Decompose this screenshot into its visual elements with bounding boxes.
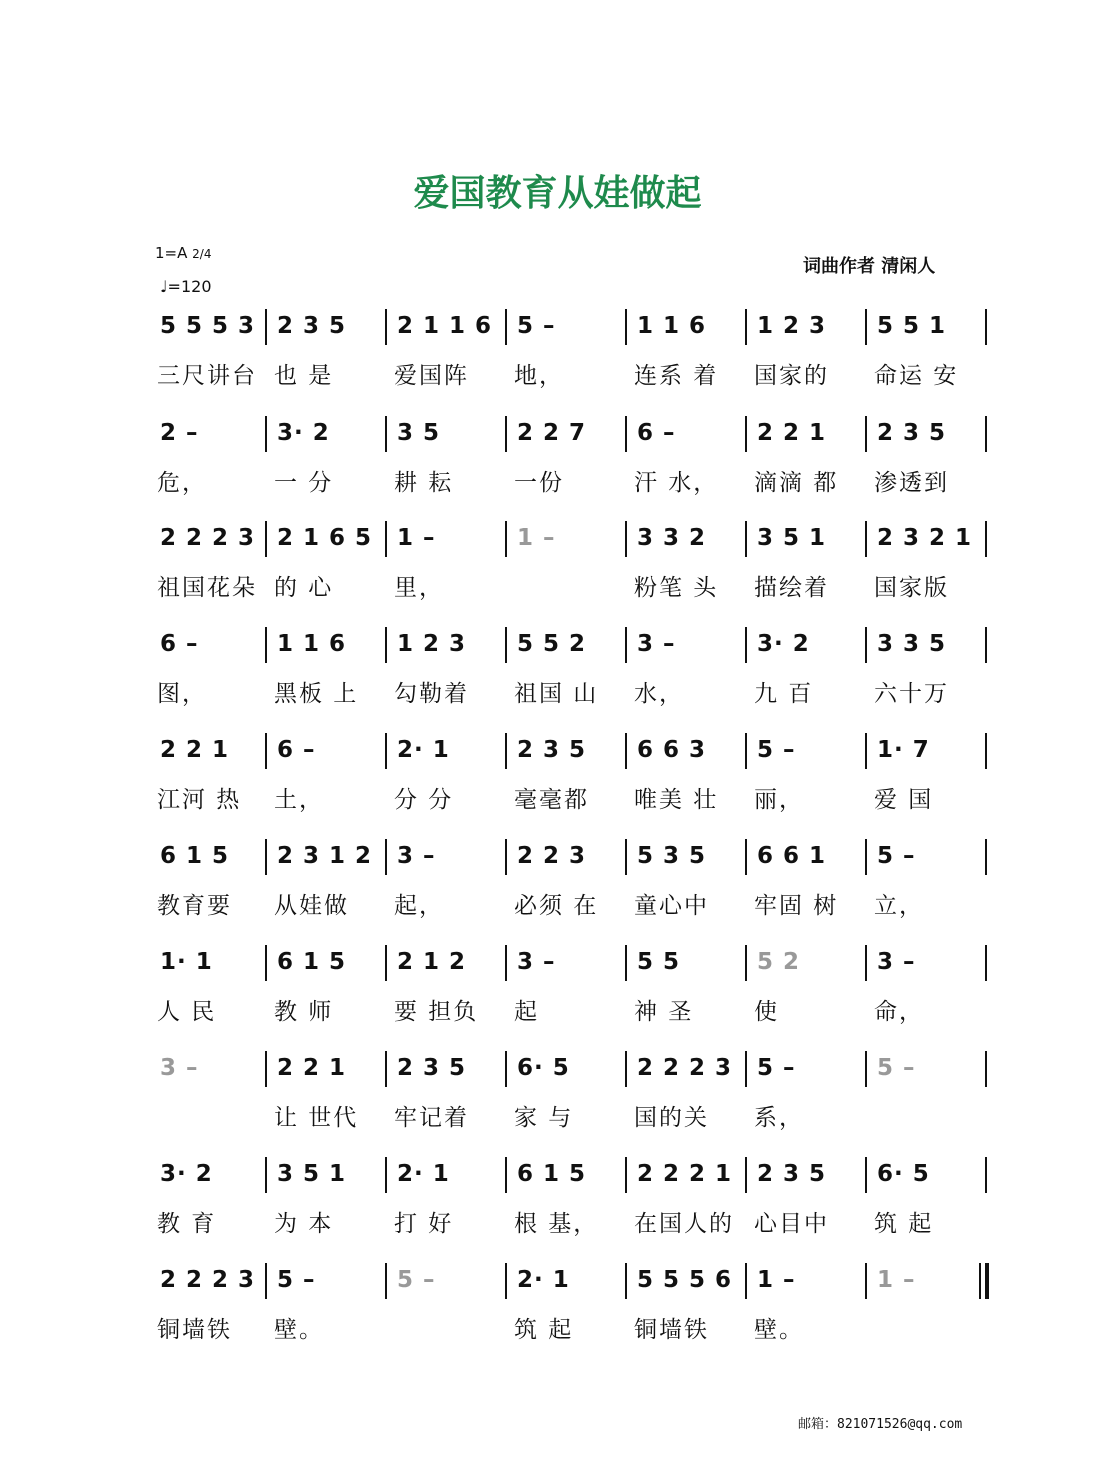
- measure-notes: 2 2 1: [277, 1055, 347, 1081]
- barline: [385, 839, 387, 875]
- barline: [265, 733, 267, 769]
- measure-notes: 3 3 5: [877, 631, 947, 657]
- measure-notes: 1 –: [757, 1267, 796, 1293]
- lyric-text: 教 师: [274, 999, 334, 1025]
- lyric-text: 壁。: [274, 1317, 324, 1343]
- lyric-text: 在国人的: [634, 1211, 734, 1237]
- barline: [625, 839, 627, 875]
- measure-notes: 1 –: [397, 525, 436, 551]
- barline: [505, 1051, 507, 1087]
- lyric-text: 分 分: [394, 787, 454, 813]
- lyric-text: 国家的: [754, 363, 829, 389]
- barline: [385, 416, 387, 452]
- lyric-text: 丽，: [754, 787, 804, 813]
- measure-notes: 6· 5: [877, 1161, 930, 1187]
- lyric-text: 黑板 上: [274, 681, 359, 707]
- barline: [865, 416, 867, 452]
- lyric-text: 汗 水，: [634, 470, 719, 496]
- barline: [625, 945, 627, 981]
- measure-notes: 2 1 6 5: [277, 525, 373, 551]
- notation-row: [155, 1055, 990, 1101]
- measure-notes: 2 3 1 2: [277, 843, 373, 869]
- measure-notes: 6 6 3: [637, 737, 707, 763]
- lyric-text: 家 与: [514, 1105, 574, 1131]
- barline: [265, 309, 267, 345]
- measure-notes: 5 –: [277, 1267, 316, 1293]
- barline: [745, 521, 747, 557]
- barline: [505, 627, 507, 663]
- notation-row: [155, 1267, 990, 1313]
- measure-notes: 3 –: [160, 1055, 199, 1081]
- measure-notes: 1 1 6: [277, 631, 347, 657]
- measure-notes: 2 2 3: [517, 843, 587, 869]
- barline: [745, 627, 747, 663]
- lyric-text: 江河 热: [157, 787, 242, 813]
- measure-notes: 1· 1: [160, 949, 213, 975]
- barline: [745, 416, 747, 452]
- barline: [385, 1051, 387, 1087]
- barline: [265, 839, 267, 875]
- lyric-text: 童心中: [634, 893, 709, 919]
- barline: [865, 1157, 867, 1193]
- barline: [265, 1051, 267, 1087]
- measure-notes: 2· 1: [517, 1267, 570, 1293]
- barline: [985, 627, 987, 663]
- measure-notes: 2 2 2 3: [160, 1267, 256, 1293]
- lyric-text: 一 分: [274, 470, 334, 496]
- barline: [985, 309, 987, 345]
- barline: [625, 1157, 627, 1193]
- measure-notes: 1 –: [517, 525, 556, 551]
- notation-row: [155, 631, 990, 677]
- measure-notes: 6 1 5: [160, 843, 230, 869]
- measure-notes: 5 5: [637, 949, 681, 975]
- measure-notes: 2 1 1 6: [397, 313, 493, 339]
- barline: [385, 1157, 387, 1193]
- measure-notes: 3 –: [877, 949, 916, 975]
- barline: [505, 733, 507, 769]
- measure-notes: 3· 2: [160, 1161, 213, 1187]
- barline: [865, 1263, 867, 1299]
- barline: [865, 945, 867, 981]
- barline: [265, 416, 267, 452]
- barline: [625, 521, 627, 557]
- measure-notes: 2· 1: [397, 737, 450, 763]
- barline: [865, 627, 867, 663]
- barline: [745, 1051, 747, 1087]
- lyric-text: 要 担负: [394, 999, 479, 1025]
- barline: [625, 627, 627, 663]
- measure-notes: 5 –: [517, 313, 556, 339]
- lyric-text: 六十万: [874, 681, 949, 707]
- lyric-text: 三尺讲台: [157, 363, 257, 389]
- lyric-text: 铜墙铁: [634, 1317, 709, 1343]
- measure-notes: 6 –: [277, 737, 316, 763]
- notation-row: [155, 949, 990, 995]
- barline: [505, 839, 507, 875]
- lyric-text: 里，: [394, 575, 444, 601]
- measure-notes: 5 5 1: [877, 313, 947, 339]
- lyrics-row: [155, 569, 990, 609]
- measure-notes: 3 –: [517, 949, 556, 975]
- lyric-text: 起，: [394, 893, 444, 919]
- final-barline: [985, 1263, 989, 1299]
- barline: [985, 839, 987, 875]
- barline: [865, 733, 867, 769]
- measure-notes: 6 1 5: [517, 1161, 587, 1187]
- measure-notes: 2· 1: [397, 1161, 450, 1187]
- lyric-text: 地，: [514, 363, 564, 389]
- measure-notes: 2 –: [160, 420, 199, 446]
- measure-notes: 2 3 2 1: [877, 525, 973, 551]
- measure-notes: 1 1 6: [637, 313, 707, 339]
- lyric-text: 爱国阵: [394, 363, 469, 389]
- lyric-text: 祖国 山: [514, 681, 599, 707]
- lyric-text: 命运 安: [874, 363, 959, 389]
- barline: [385, 733, 387, 769]
- measure-notes: 3 5 1: [757, 525, 827, 551]
- lyric-text: 牢记着: [394, 1105, 469, 1131]
- lyric-text: 的 心: [274, 575, 334, 601]
- measure-notes: 2 3 5: [517, 737, 587, 763]
- lyrics-row: [155, 993, 990, 1033]
- measure-notes: 2 3 5: [757, 1161, 827, 1187]
- measure-notes: 3· 2: [277, 420, 330, 446]
- barline: [385, 945, 387, 981]
- measure-notes: 5 –: [757, 737, 796, 763]
- measure-notes: 2 2 7: [517, 420, 587, 446]
- measure-notes: 1 2 3: [397, 631, 467, 657]
- measure-notes: 5 –: [757, 1055, 796, 1081]
- lyric-text: 为 本: [274, 1211, 334, 1237]
- measure-notes: 2 3 5: [877, 420, 947, 446]
- measure-notes: 6 6 1: [757, 843, 827, 869]
- measure-notes: 3 –: [637, 631, 676, 657]
- final-barline-thin: [979, 1263, 981, 1299]
- barline: [745, 1157, 747, 1193]
- lyrics-row: [155, 1205, 990, 1245]
- notation-row: [155, 420, 990, 466]
- barline: [985, 416, 987, 452]
- measure-notes: 3· 2: [757, 631, 810, 657]
- barline: [265, 627, 267, 663]
- lyric-text: 起: [514, 999, 539, 1025]
- notation-row: [155, 737, 990, 783]
- tempo-marking: ♩=120: [160, 277, 212, 296]
- barline: [985, 733, 987, 769]
- barline: [625, 416, 627, 452]
- barline: [745, 733, 747, 769]
- notation-row: [155, 1161, 990, 1207]
- lyric-text: 连系 着: [634, 363, 719, 389]
- barline: [985, 521, 987, 557]
- lyric-text: 危，: [157, 470, 207, 496]
- measure-notes: 5 2: [757, 949, 801, 975]
- lyric-text: 粉笔 头: [634, 575, 719, 601]
- barline: [385, 627, 387, 663]
- lyric-text: 命，: [874, 999, 924, 1025]
- barline: [985, 945, 987, 981]
- measure-notes: 1 –: [877, 1267, 916, 1293]
- key-signature: [155, 244, 211, 262]
- barline: [865, 309, 867, 345]
- lyric-text: 教育要: [157, 893, 232, 919]
- lyric-text: 立，: [874, 893, 924, 919]
- author-credit: 词曲作者 清闲人: [803, 256, 936, 277]
- lyrics-row: [155, 781, 990, 821]
- lyric-text: 打 好: [394, 1211, 454, 1237]
- barline: [505, 945, 507, 981]
- measure-notes: 2 2 1: [160, 737, 230, 763]
- measure-notes: 6 –: [637, 420, 676, 446]
- lyric-text: 九 百: [754, 681, 814, 707]
- measure-notes: 2 2 2 1: [637, 1161, 733, 1187]
- measure-notes: 6 –: [160, 631, 199, 657]
- lyric-text: 从娃做: [274, 893, 349, 919]
- lyric-text: 也 是: [274, 363, 334, 389]
- barline: [745, 839, 747, 875]
- barline: [625, 1051, 627, 1087]
- lyric-text: 系，: [754, 1105, 804, 1131]
- barline: [505, 1157, 507, 1193]
- barline: [745, 945, 747, 981]
- barline: [865, 521, 867, 557]
- lyric-text: 铜墙铁: [157, 1317, 232, 1343]
- lyrics-row: [155, 675, 990, 715]
- barline: [385, 1263, 387, 1299]
- measure-notes: 6 1 5: [277, 949, 347, 975]
- page-title: 爱国教育从娃做起: [413, 172, 702, 214]
- barline: [385, 309, 387, 345]
- lyric-text: 必须 在: [514, 893, 599, 919]
- measure-notes: 2 2 2 3: [637, 1055, 733, 1081]
- measure-notes: 5 –: [877, 843, 916, 869]
- lyric-text: 教 育: [157, 1211, 217, 1237]
- measure-notes: 3 3 2: [637, 525, 707, 551]
- measure-notes: 5 5 2: [517, 631, 587, 657]
- lyric-text: 国家版: [874, 575, 949, 601]
- measure-notes: 3 –: [397, 843, 436, 869]
- measure-notes: 5 3 5: [637, 843, 707, 869]
- notation-row: [155, 843, 990, 889]
- time-signature: 2/4: [192, 247, 212, 261]
- barline: [865, 1051, 867, 1087]
- measure-notes: 1· 7: [877, 737, 930, 763]
- barline: [625, 1263, 627, 1299]
- measure-notes: 1 2 3: [757, 313, 827, 339]
- measure-notes: 3 5 1: [277, 1161, 347, 1187]
- measure-notes: 5 –: [397, 1267, 436, 1293]
- barline: [745, 309, 747, 345]
- barline: [265, 521, 267, 557]
- measure-notes: 2 3 5: [277, 313, 347, 339]
- barline: [505, 1263, 507, 1299]
- lyric-text: 爱 国: [874, 787, 934, 813]
- lyric-text: 国的关: [634, 1105, 709, 1131]
- notation-row: [155, 525, 990, 571]
- lyric-text: 心目中: [754, 1211, 829, 1237]
- notation-row: [155, 313, 990, 359]
- lyric-text: 神 圣: [634, 999, 694, 1025]
- lyric-text: 筑 起: [874, 1211, 934, 1237]
- contact-email: 邮箱：821071526@qq.com: [798, 1417, 963, 1432]
- lyric-text: 祖国花朵: [157, 575, 257, 601]
- lyric-text: 壁。: [754, 1317, 804, 1343]
- barline: [505, 309, 507, 345]
- lyric-text: 唯美 壮: [634, 787, 719, 813]
- lyrics-row: [155, 1099, 990, 1139]
- measure-notes: 2 2 2 3: [160, 525, 256, 551]
- lyric-text: 渗透到: [874, 470, 949, 496]
- measure-notes: 2 3 5: [397, 1055, 467, 1081]
- barline: [985, 1157, 987, 1193]
- lyric-text: 使: [754, 999, 779, 1025]
- measure-notes: 5 –: [877, 1055, 916, 1081]
- lyric-text: 图，: [157, 681, 207, 707]
- measure-notes: 3 5: [397, 420, 441, 446]
- lyric-text: 描绘着: [754, 575, 829, 601]
- barline: [505, 521, 507, 557]
- measure-notes: 2 2 1: [757, 420, 827, 446]
- lyric-text: 毫毫都: [514, 787, 589, 813]
- lyric-text: 勾勒着: [394, 681, 469, 707]
- barline: [265, 1263, 267, 1299]
- lyric-text: 耕 耘: [394, 470, 454, 496]
- lyric-text: 土，: [274, 787, 324, 813]
- lyrics-row: [155, 1311, 990, 1351]
- barline: [625, 733, 627, 769]
- barline: [505, 416, 507, 452]
- lyric-text: 人 民: [157, 999, 217, 1025]
- barline: [385, 521, 387, 557]
- lyric-text: 牢固 树: [754, 893, 839, 919]
- lyric-text: 让 世代: [274, 1105, 359, 1131]
- lyric-text: 一份: [514, 470, 564, 496]
- lyrics-row: [155, 357, 990, 397]
- lyric-text: 根 基，: [514, 1211, 599, 1237]
- measure-notes: 5 5 5 3: [160, 313, 256, 339]
- measure-notes: 2 1 2: [397, 949, 467, 975]
- barline: [265, 1157, 267, 1193]
- lyrics-row: [155, 887, 990, 927]
- barline: [985, 1051, 987, 1087]
- barline: [265, 945, 267, 981]
- lyric-text: 筑 起: [514, 1317, 574, 1343]
- barline: [745, 1263, 747, 1299]
- barline: [865, 839, 867, 875]
- lyrics-row: [155, 464, 990, 504]
- measure-notes: 6· 5: [517, 1055, 570, 1081]
- measure-notes: 5 5 5 6: [637, 1267, 733, 1293]
- barline: [625, 309, 627, 345]
- lyric-text: 水，: [634, 681, 684, 707]
- key-label: 1=A: [155, 244, 188, 262]
- lyric-text: 滴滴 都: [754, 470, 839, 496]
